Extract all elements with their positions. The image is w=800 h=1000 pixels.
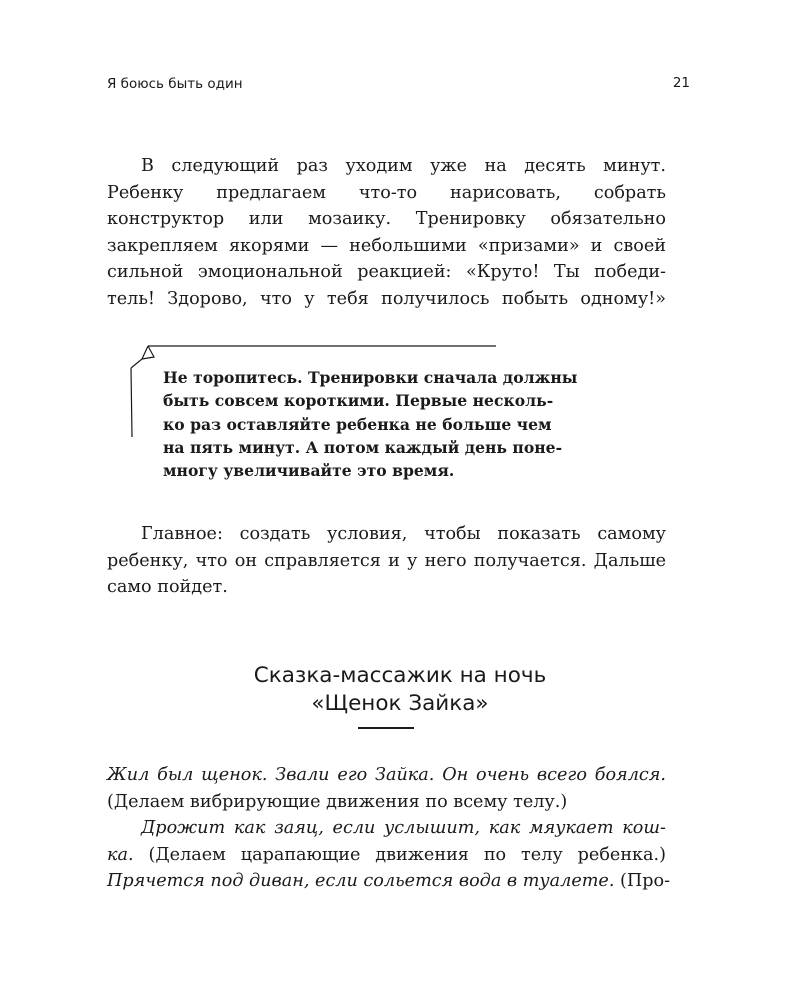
story-line bbox=[107, 842, 666, 869]
story-line: Жил был щенок. Звали его Зайка. Он очень всего боялся. bbox=[107, 765, 666, 785]
paragraph-main-point bbox=[107, 521, 666, 601]
heading-divider bbox=[358, 727, 414, 729]
callout-line: на пять минут. А потом каждый день поне- bbox=[163, 437, 563, 457]
callout-tip bbox=[163, 366, 609, 482]
paragraph-line: сильной эмоциональной реакцией: «Круто! Ты победи- bbox=[107, 262, 666, 283]
running-header bbox=[107, 76, 690, 96]
story-fragment-italic: ка. bbox=[107, 844, 134, 865]
paragraph-line: Главное: создать условия, чтобы показать самому bbox=[141, 524, 666, 544]
paragraph-line: ребенку, что он справляется и у него получается. Дальше bbox=[107, 550, 666, 571]
section-heading-line1: Сказка-массажик на ночь bbox=[253, 663, 547, 688]
callout-line: многу увеличивайте это время. bbox=[163, 461, 455, 481]
story-line bbox=[107, 868, 671, 895]
story-text bbox=[107, 762, 671, 895]
story-line: Дрожит как заяц, если услышит, как мяукает кош- bbox=[141, 818, 666, 839]
callout-line: быть совсем короткими. Первые несколь- bbox=[163, 391, 554, 411]
paragraph-line: само пойдет. bbox=[107, 577, 228, 598]
paragraph-line: Ребенку предлагаем что-то нарисовать, собрать bbox=[107, 182, 666, 203]
page-number: 21 bbox=[672, 75, 690, 91]
running-title: Я боюсь быть один bbox=[107, 76, 243, 92]
story-fragment-italic: Прячется под диван, если сольется вода в туалете. bbox=[107, 871, 615, 892]
section-heading bbox=[100, 662, 700, 718]
paragraph-line: тель! Здорово, что у тебя получилось побыть одному!» bbox=[107, 288, 666, 309]
callout-line: Не торопитесь. Тренировки сначала должны bbox=[163, 368, 578, 387]
story-fragment: (Делаем царапающие движения по телу ребенка.) bbox=[133, 844, 666, 865]
section-heading-line2: «Щенок Зайка» bbox=[311, 691, 489, 716]
callout-line: ко раз оставляйте ребенка не больше чем bbox=[163, 414, 552, 434]
paragraph-line: В следующий раз уходим уже на десять минут. bbox=[141, 156, 666, 176]
paragraph-training bbox=[107, 153, 666, 313]
story-line: (Делаем вибрирующие движения по всему телу.) bbox=[107, 791, 568, 812]
story-fragment: (Про- bbox=[614, 871, 671, 892]
paragraph-line: закрепляем якорями — небольшими «призами» и своей bbox=[107, 235, 666, 256]
paragraph-line: конструктор или мозаику. Тренировку обязательно bbox=[107, 209, 666, 230]
